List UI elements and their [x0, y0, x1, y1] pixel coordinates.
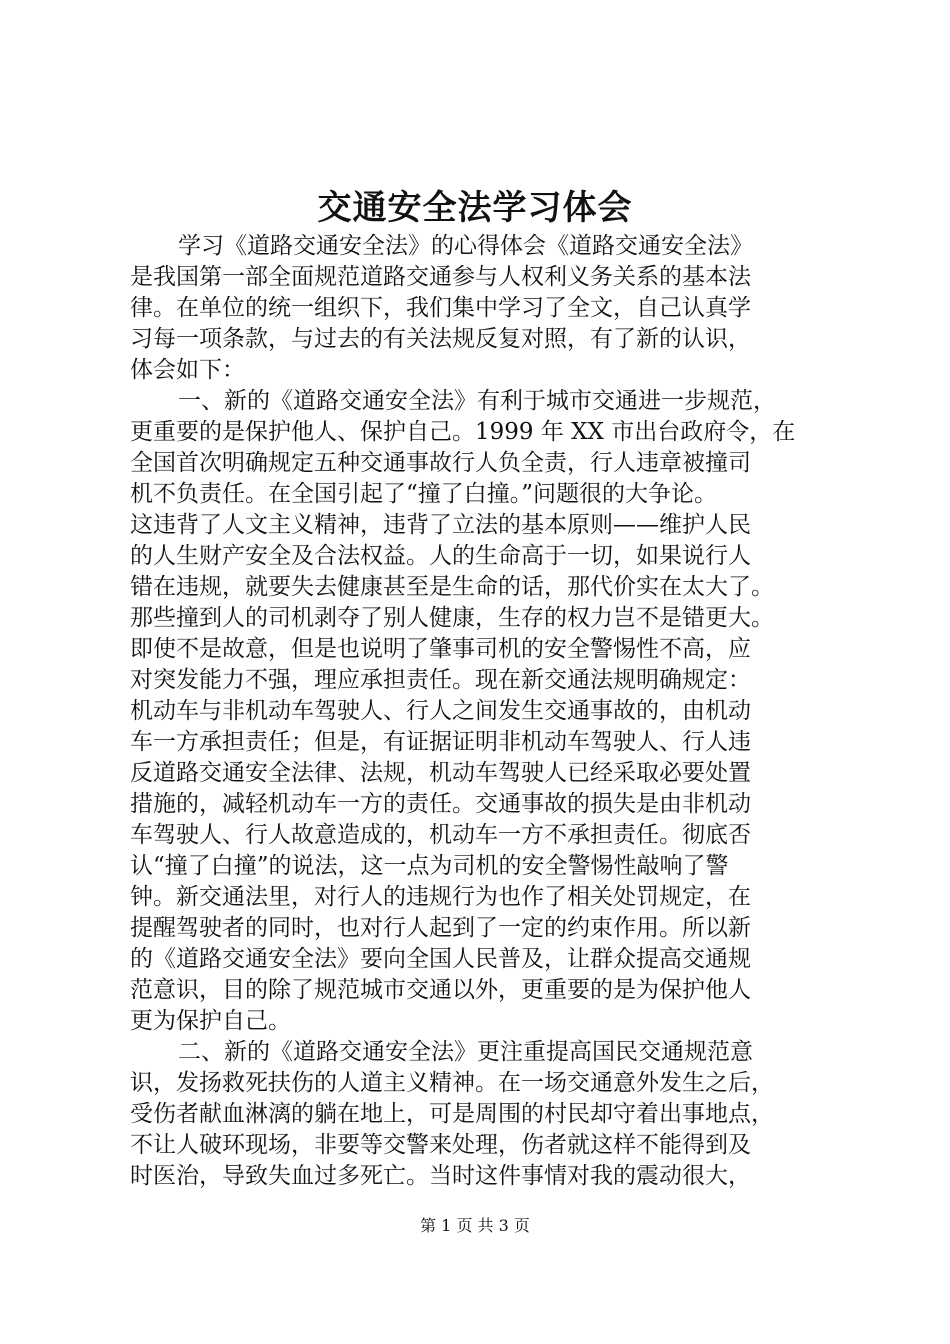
text-line: 那些撞到人的司机剥夺了别人健康，生存的权力岂不是错更大。: [130, 605, 774, 631]
text-line: 一、新的《道路交通安全法》有利于城市交通进一步规范，: [178, 388, 776, 414]
text-line: 机不负责任。在全国引起了“撞了白撞。”问题很的大争论。: [130, 481, 718, 507]
document-body: [130, 231, 830, 1192]
text-line: 受伤者献血淋漓的躺在地上，可是周围的村民却守着出事地点，: [130, 1101, 774, 1127]
text-line: 识，发扬救死扶伤的人道主义精神。在一场交通意外发生之后，: [130, 1070, 774, 1096]
text-line: 钟。新交通法里，对行人的违规行为也作了相关处罚规定，在: [130, 884, 751, 910]
text-line: 车一方承担责任；但是，有证据证明非机动车驾驶人、行人违: [130, 729, 751, 755]
text-line: 习每一项条款，与过去的有关法规反复对照，有了新的认识，: [130, 326, 751, 352]
text-line: 律。在单位的统一组织下，我们集中学习了全文，自己认真学: [130, 295, 751, 321]
text-line: 这违背了人文主义精神，违背了立法的基本原则——维护人民: [130, 512, 751, 538]
text-line: 车驾驶人、行人故意造成的，机动车一方不承担责任。彻底否: [130, 822, 751, 848]
text-line: 的人生财产安全及合法权益。人的生命高于一切，如果说行人: [130, 543, 751, 569]
text-line: 更为保护自己。: [130, 1008, 291, 1034]
text-line: 更重要的是保护他人、保护自己。1999 年 XX 市出台政府令，在: [130, 419, 796, 445]
text-line: 反道路交通安全法律、法规，机动车驾驶人已经采取必要处置: [130, 760, 751, 786]
text-line: 提醒驾驶者的同时，也对行人起到了一定的约束作用。所以新: [130, 915, 751, 941]
text-line: 对突发能力不强，理应承担责任。现在新交通法规明确规定：: [130, 667, 751, 693]
text-line: 认“撞了白撞”的说法，这一点为司机的安全警惕性敲响了警: [130, 853, 729, 879]
text-line: 时医治，导致失血过多死亡。当时这件事情对我的震动很大，: [130, 1163, 751, 1189]
document-title: 交通安全法学习体会: [317, 188, 633, 228]
text-line: 机动车与非机动车驾驶人、行人之间发生交通事故的，由机动: [130, 698, 751, 724]
text-line: 全国首次明确规定五种交通事故行人负全责，行人违章被撞司: [130, 450, 751, 476]
text-line: 二、新的《道路交通安全法》更注重提高国民交通规范意: [178, 1039, 753, 1065]
text-line: 即使不是故意，但是也说明了肇事司机的安全警惕性不高，应: [130, 636, 751, 662]
text-line: 不让人破环现场，非要等交警来处理，伤者就这样不能得到及: [130, 1132, 751, 1158]
text-line: 错在违规，就要失去健康甚至是生命的话，那代价实在太大了。: [130, 574, 774, 600]
text-line: 体会如下：: [130, 357, 245, 383]
text-line: 范意识，目的除了规范城市交通以外，更重要的是为保护他人: [130, 977, 751, 1003]
text-line: 是我国第一部全面规范道路交通参与人权利义务关系的基本法: [130, 264, 751, 290]
page-footer: 第 1 页 共 3 页: [420, 1216, 530, 1235]
text-line: 学习《道路交通安全法》的心得体会《道路交通安全法》: [178, 233, 753, 259]
text-line: 的《道路交通安全法》要向全国人民普及，让群众提高交通规: [130, 946, 751, 972]
text-line: 措施的，减轻机动车一方的责任。交通事故的损失是由非机动: [130, 791, 751, 817]
